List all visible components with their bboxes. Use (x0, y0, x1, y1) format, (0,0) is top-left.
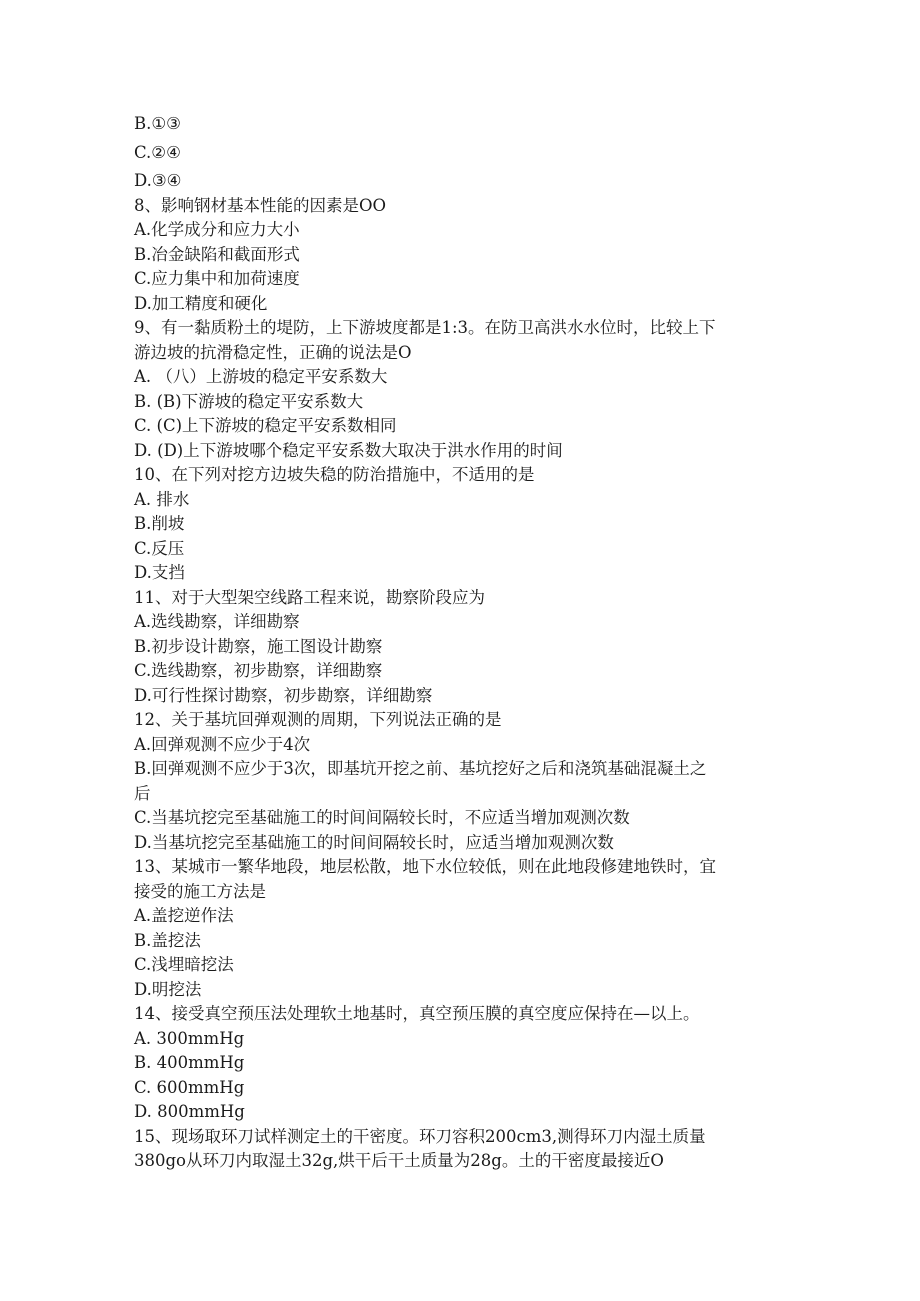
text-line: B. 400mmHg (134, 1053, 245, 1072)
text-line: C.选线勘察，初步勘察，详细勘察 (134, 661, 383, 680)
text-line: C. 600mmHg (134, 1077, 245, 1097)
text-line: A. 排水 (134, 489, 190, 509)
text-line: A.回弹观测不应少于4次 (134, 734, 311, 754)
text-line: 游边坡的抗滑稳定性，正确的说法是O (134, 342, 412, 362)
text-line: 380go从环刀内取湿土32g,烘干后干土质量为28g。土的干密度最接近O (134, 1151, 664, 1170)
text-line: B.①③ (134, 114, 181, 133)
question-15: 15、现场取环刀试样测定土的干密度。环刀容积200cm3,测得环刀内湿土质量 (134, 1126, 706, 1146)
text-line: A.盖挖逆作法 (134, 906, 234, 925)
question-8: 8、影响钢材基本性能的因素是OO (134, 195, 387, 215)
text-line: D.加工精度和硬化 (134, 293, 268, 313)
text-line: A.化学成分和应力大小 (134, 220, 300, 239)
text-line: C.反压 (134, 538, 185, 558)
text-line: A. 300mmHg (134, 1028, 245, 1048)
text-line: D. (D)上下游坡哪个稳定平安系数大取决于洪水作用的时间 (134, 440, 563, 460)
text-line: B.初步设计勘察，施工图设计勘察 (134, 636, 383, 656)
text-line: B.回弹观测不应少于3次，即基坑开挖之前、基坑挖好之后和浇筑基础混凝土之 (134, 759, 707, 778)
text-line: D.明挖法 (134, 979, 202, 999)
question-12: 12、关于基坑回弹观测的周期，下列说法正确的是 (134, 710, 502, 729)
text-line: C.②④ (134, 142, 181, 162)
text-line: D.当基坑挖完至基础施工的时间间隔较长时，应适当增加观测次数 (134, 832, 614, 852)
text-line: B. (B)下游坡的稳定平安系数大 (134, 391, 364, 411)
text-line: D.③④ (134, 171, 182, 190)
text-line: B.盖挖法 (134, 930, 201, 950)
text-line: C.应力集中和加荷速度 (134, 269, 300, 288)
text-line: A. （八）上游坡的稳定平安系数大 (134, 367, 388, 386)
text-line: D.可行性探讨勘察，初步勘察，详细勘察 (134, 685, 433, 705)
question-10: 10、在下列对挖方边坡失稳的防治措施中，不适用的是 (134, 465, 535, 484)
question-9: 9、有一黏质粉土的堤防，上下游坡度都是1:3。在防卫高洪水水位时，比较上下 (134, 318, 716, 337)
text-line: D. 800mmHg (134, 1102, 245, 1121)
text-line: B.削坡 (134, 514, 185, 533)
text-line: A.选线勘察，详细勘察 (134, 612, 300, 631)
text-line: 接受的施工方法是 (134, 881, 266, 901)
text-line: B.冶金缺陷和截面形式 (134, 244, 300, 264)
text-line: C.当基坑挖完至基础施工的时间间隔较长时，不应适当增加观测次数 (134, 808, 630, 827)
document-body (134, 112, 794, 1174)
question-11: 11、对于大型架空线路工程来说，勘察阶段应为 (134, 587, 485, 607)
question-13: 13、某城市一繁华地段，地层松散，地下水位较低，则在此地段修建地铁时，宜 (134, 857, 716, 876)
question-14: 14、接受真空预压法处理软土地基时，真空预压膜的真空度应保持在—以上。 (134, 1004, 700, 1023)
text-line: 后 (134, 783, 151, 803)
text-line: D.支挡 (134, 563, 185, 582)
text-line: C.浅埋暗挖法 (134, 955, 234, 974)
text-line: C. (C)上下游坡的稳定平安系数相同 (134, 416, 397, 435)
